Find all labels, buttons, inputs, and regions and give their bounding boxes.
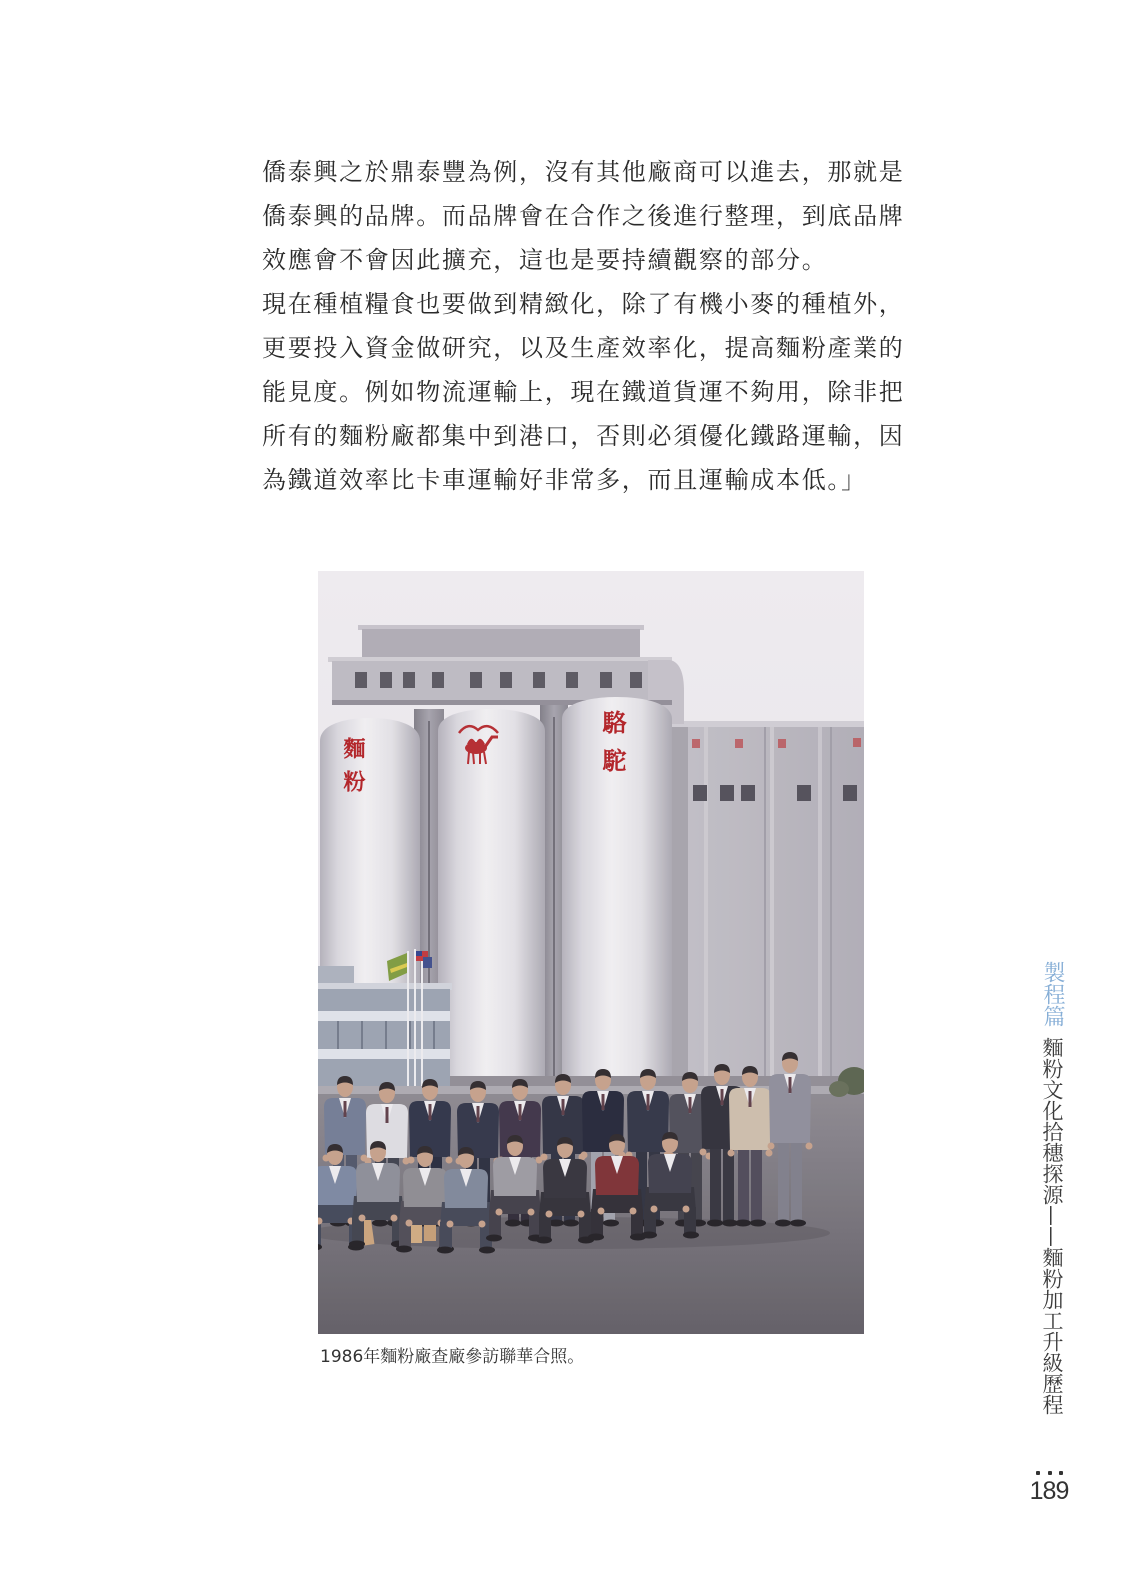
body-line: 僑泰興的品牌。而品牌會在合作之後進行整理，到底品牌 bbox=[262, 202, 905, 230]
photo-tint bbox=[318, 571, 864, 1334]
ornament-dot bbox=[1048, 1471, 1052, 1475]
body-line: 效應會不會因此擴充，這也是要持續觀察的部分。 bbox=[262, 246, 828, 274]
ornament-dot bbox=[1059, 1471, 1063, 1475]
body-line: 更要投入資金做研究，以及生產效率化，提高麵粉產業的 bbox=[262, 334, 905, 362]
silo-sign-left: 麵粉 bbox=[340, 737, 366, 803]
silo-sign-right: 駱駝 bbox=[598, 710, 627, 786]
body-line: 能見度。例如物流運輸上，現在鐵道貨運不夠用，除非把 bbox=[262, 378, 905, 406]
section-label: 製程篇 bbox=[1040, 961, 1065, 1027]
body-line: 僑泰興之於鼎泰豐為例，沒有其他廠商可以進去，那就是 bbox=[262, 158, 905, 186]
page-number: 189 bbox=[1029, 1477, 1069, 1505]
photo-caption: 1986年麵粉廠查廠參訪聯華合照。 bbox=[320, 1347, 585, 1367]
body-line: 所有的麵粉廠都集中到港口，否則必須優化鐵路運輸，因 bbox=[262, 422, 905, 450]
running-book-title: 麵粉文化拾穗探源——麵粉加工升級歷程 bbox=[1040, 1037, 1064, 1415]
body-text bbox=[262, 150, 922, 502]
factory-group-photo bbox=[318, 571, 864, 1334]
body-line: 為鐵道效率比卡車運輸好非常多，而且運輸成本低。」 bbox=[262, 466, 867, 494]
ornament-dot bbox=[1036, 1471, 1040, 1475]
photo-illustration bbox=[318, 571, 864, 1334]
body-line: 現在種植糧食也要做到精緻化，除了有機小麥的種植外， bbox=[262, 290, 905, 318]
